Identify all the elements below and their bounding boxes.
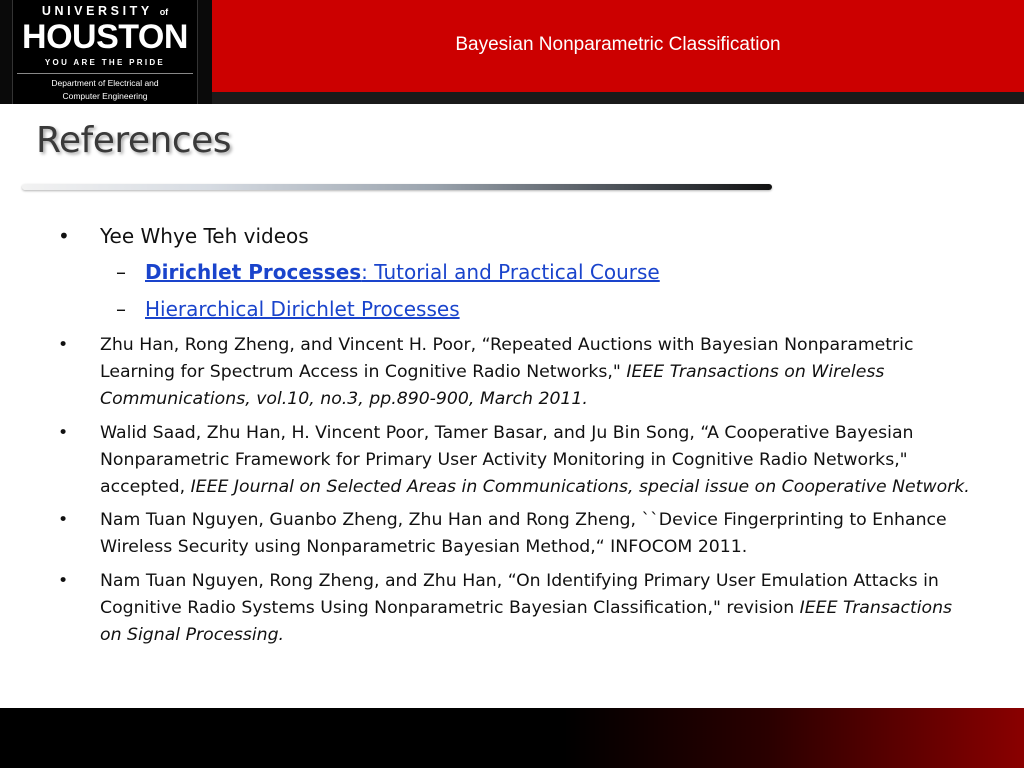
link-rest-part: : Tutorial and Practical Course — [361, 260, 660, 284]
logo-panel — [12, 0, 198, 104]
dirichlet-processes-link[interactable] — [145, 260, 660, 284]
reference-venue: IEEE Journal on Selected Areas in Communications, special issue on Cooperative Network. — [190, 477, 970, 498]
bullet-marker: • — [58, 510, 69, 531]
list-item — [58, 568, 978, 650]
reference-text: Zhu Han, Rong Zheng, and Vincent H. Poor, “Repeated Auctions with Bayesian Nonparametric Learning for Spectrum Access in Cognitive Radio Networks," — [100, 335, 914, 383]
department-line-2: Computer Engineering — [62, 91, 148, 101]
university-logo — [0, 0, 212, 104]
logo-houston-text: HOUSTON — [22, 18, 188, 56]
sub-list-item — [58, 254, 978, 291]
reference-venue: IEEE Transactions on Wireless Communications, vol.10, no.3, pp.890-900, March 2011. — [100, 362, 885, 410]
dash-marker: – — [116, 297, 126, 321]
item-label: Yee Whye Teh videos — [100, 224, 309, 248]
deck-title: Bayesian Nonparametric Classification — [455, 34, 781, 55]
slide-title: References — [36, 120, 232, 161]
bullet-marker: • — [58, 224, 70, 248]
reference-text: Nam Tuan Nguyen, Guanbo Zheng, Zhu Han and Rong Zheng, ``Device Fingerprinting to Enhance Wireless Security using Nonparametric Bayesian Method,“ INFOCOM 2011. — [100, 510, 947, 558]
bullet-marker: • — [58, 570, 69, 591]
list-item — [58, 507, 978, 561]
references-list — [58, 218, 978, 649]
footer-bar — [0, 708, 1024, 768]
reference-text: Nam Tuan Nguyen, Rong Zheng, and Zhu Han, “On Identifying Primary User Emulation Attacks in Cognitive Radio Systems Using Nonparametric Bayesian Classification," revision — [100, 570, 939, 618]
logo-department — [13, 77, 197, 103]
reference-text: Walid Saad, Zhu Han, H. Vincent Poor, Tamer Basar, and Ju Bin Song, “A Cooperative Bayesian Nonparametric Framework for Primary User Activity Monitoring in Cognitive Radio Networks," accepted, — [100, 422, 914, 498]
link-bold-part: Dirichlet Processes — [145, 260, 362, 284]
list-item — [58, 218, 978, 254]
dash-marker: – — [116, 260, 126, 284]
reference-venue: IEEE Transactions on Signal Processing. — [100, 597, 953, 646]
logo-university-word: UNIVERSITY — [41, 4, 153, 18]
bullet-marker: • — [58, 335, 69, 355]
sub-list-item — [58, 291, 978, 328]
list-item — [58, 332, 978, 414]
logo-of-word: of — [159, 7, 169, 17]
bullet-marker: • — [58, 422, 69, 443]
hierarchical-dirichlet-link[interactable]: Hierarchical Dirichlet Processes — [145, 297, 460, 321]
logo-divider — [17, 73, 193, 74]
department-line-1: Department of Electrical and — [51, 78, 159, 88]
list-item — [58, 420, 978, 502]
logo-tagline: YOU ARE THE PRIDE — [44, 58, 166, 67]
logo-university-text — [13, 4, 197, 18]
title-underline-bar — [22, 184, 772, 190]
